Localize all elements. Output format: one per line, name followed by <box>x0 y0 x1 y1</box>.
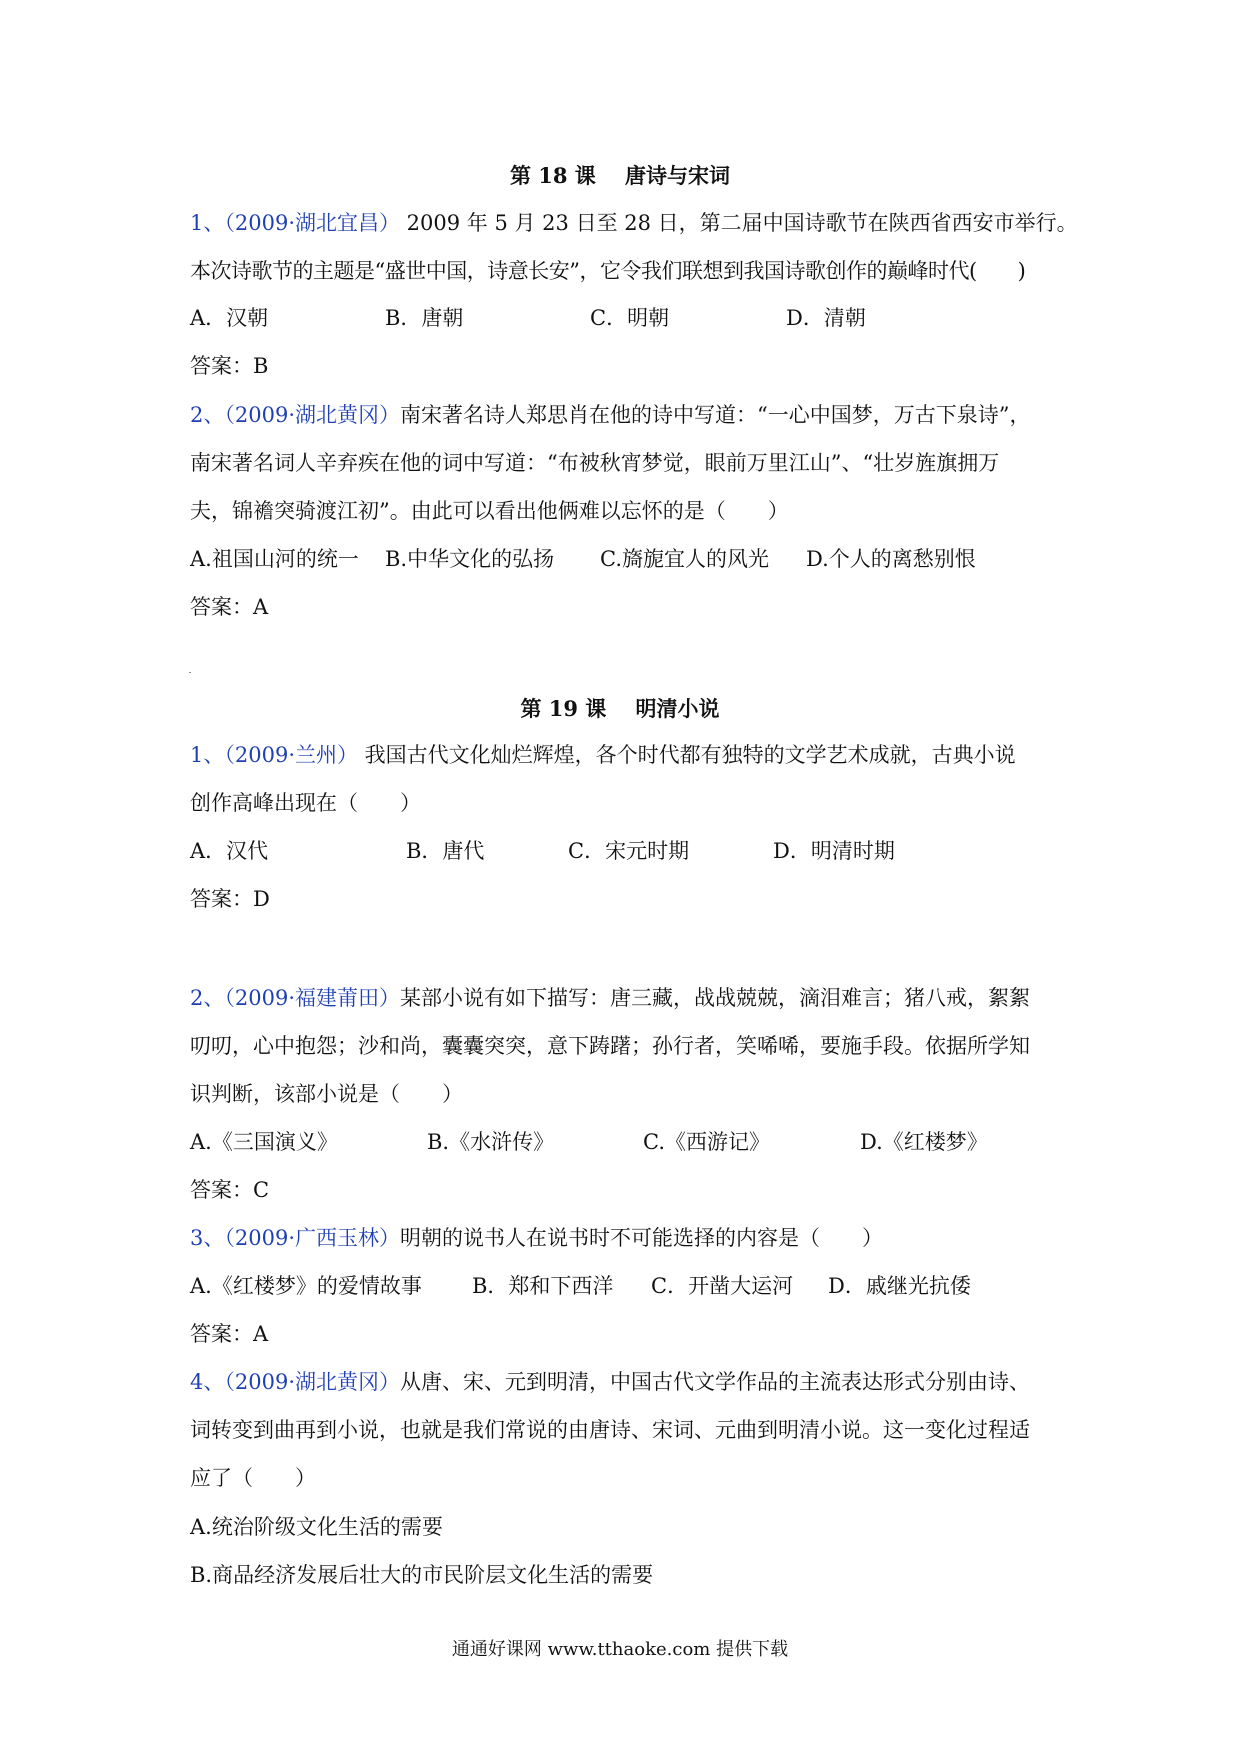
question-text: 应了（ ） <box>190 1466 316 1490</box>
option-b: B.商品经济发展后壮大的市民阶层文化生活的需要 <box>190 1563 654 1587</box>
question-text: 识判断，该部小说是（ ） <box>190 1082 463 1106</box>
option-b: B.中华文化的弘扬 <box>385 547 555 571</box>
option-b: B.《水浒传》 <box>427 1130 555 1154</box>
question-source: （2009·福建莆田） <box>224 986 400 1010</box>
question-line <box>190 1223 1070 1253</box>
option-c: C．宋元时期 <box>568 839 690 863</box>
question-source: （2009·兰州） <box>224 743 358 767</box>
question-text: 明朝的说书人在说书时不可能选择的内容是（ ） <box>400 1226 883 1250</box>
lesson-18-title: 第 18 课 唐诗与宋词 <box>509 163 731 188</box>
question-line <box>190 1367 1070 1397</box>
question-text: 我国古代文化灿烂辉煌，各个时代都有独特的文学艺术成就，古典小说 <box>358 743 1016 767</box>
question-text: 某部小说有如下描写：唐三藏，战战兢兢，滴泪难言；猪八戒，絮絮 <box>400 986 1030 1010</box>
option-a: A．汉代 <box>190 839 269 863</box>
answer: 答案：C <box>190 1178 270 1202</box>
option-c: C．开凿大运河 <box>651 1274 794 1298</box>
option-d: D．明清时期 <box>773 839 895 863</box>
question-source: （2009·湖北黄冈） <box>224 1370 400 1394</box>
option-b: B．唐朝 <box>385 306 464 330</box>
option-d: D.《红楼梦》 <box>860 1130 988 1154</box>
question-number: 4、 <box>190 1370 225 1394</box>
question-text: 本次诗歌节的主题是“盛世中国，诗意长安”，它令我们联想到我国诗歌创作的巅峰时代( ) <box>190 259 1026 283</box>
question-number: 1、 <box>190 743 225 767</box>
question-text: 夫，锦襜突骑渡江初”。由此可以看出他俩难以忘怀的是（ ） <box>190 499 789 523</box>
question-text: 叨叨，心中抱怨；沙和尚，囊囊突突，意下踌躇；孙行者，笑唏唏，要施手段。依据所学知 <box>190 1034 1030 1058</box>
option-a: A.《红楼梦》的爱情故事 <box>190 1274 422 1298</box>
option-d: D．戚继光抗倭 <box>828 1274 971 1298</box>
question-text: 南宋著名词人辛弃疾在他的词中写道：“布被秋宵梦觉，眼前万里江山”、“壮岁旌旗拥万 <box>190 451 1000 475</box>
option-c: C.旖旎宜人的风光 <box>600 547 769 571</box>
question-source: （2009·湖北宜昌） <box>224 211 400 235</box>
answer: 答案：B <box>190 354 269 378</box>
option-a: A．汉朝 <box>190 306 269 330</box>
question-line <box>190 400 1070 430</box>
answer: 答案：A <box>190 595 269 619</box>
question-source: （2009·广西玉林） <box>224 1226 400 1250</box>
option-d: D.个人的离愁别恨 <box>806 547 976 571</box>
question-line <box>190 740 1070 770</box>
question-text: 词转变到曲再到小说，也就是我们常说的由唐诗、宋词、元曲到明清小说。这一变化过程适 <box>190 1418 1030 1442</box>
question-text: 创作高峰出现在（ ） <box>190 791 421 815</box>
question-number: 3、 <box>190 1226 225 1250</box>
question-line <box>190 208 1078 238</box>
option-a: A.祖国山河的统一 <box>190 547 359 571</box>
question-text: 2009 年 5 月 23 日至 28 日，第二届中国诗歌节在陕西省西安市举行。 <box>400 211 1078 235</box>
option-d: D．清朝 <box>786 306 866 330</box>
option-a: A.《三国演义》 <box>190 1130 338 1154</box>
answer: 答案：D <box>190 887 270 911</box>
option-a: A.统治阶级文化生活的需要 <box>190 1515 443 1539</box>
lesson-19-title: 第 19 课 明清小说 <box>520 696 720 721</box>
question-line <box>190 983 1070 1013</box>
scan-speck <box>189 672 191 673</box>
question-source: （2009·湖北黄冈） <box>224 403 400 427</box>
question-number: 1、 <box>190 211 225 235</box>
question-number: 2、 <box>190 403 225 427</box>
question-text: 从唐、宋、元到明清，中国古代文学作品的主流表达形式分别由诗、 <box>400 1370 1030 1394</box>
option-c: C.《西游记》 <box>643 1130 770 1154</box>
page-footer: 通通好课网 www.tthaoke.com 提供下载 <box>451 1639 789 1660</box>
question-text: 南宋著名诗人郑思肖在他的诗中写道：“一心中国梦，万古下泉诗”， <box>400 403 1031 427</box>
option-c: C．明朝 <box>590 306 670 330</box>
option-b: B．郑和下西洋 <box>472 1274 614 1298</box>
answer: 答案：A <box>190 1322 269 1346</box>
question-number: 2、 <box>190 986 225 1010</box>
option-b: B．唐代 <box>406 839 485 863</box>
